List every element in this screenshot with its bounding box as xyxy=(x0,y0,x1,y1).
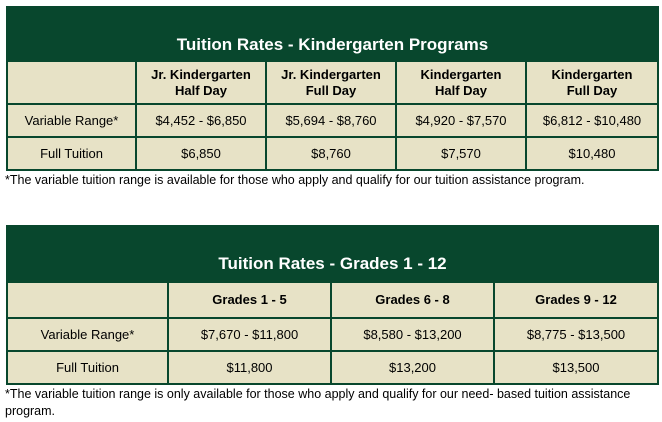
rate-cell: $13,200 xyxy=(332,352,495,385)
row-label: Variable Range* xyxy=(6,319,169,352)
column-header-k-half-day xyxy=(397,60,527,105)
table-header-row xyxy=(6,60,659,105)
table-row xyxy=(6,352,659,385)
column-header-jr-k-half-day xyxy=(137,60,267,105)
column-header-line: Half Day xyxy=(434,82,488,98)
table-header-row xyxy=(6,281,659,319)
rate-cell: $6,812 - $10,480 xyxy=(527,105,659,138)
kindergarten-table-title: Tuition Rates - Kindergarten Programs xyxy=(6,6,659,60)
column-header-grades-1-5: Grades 1 - 5 xyxy=(169,281,332,319)
grades-tuition-section xyxy=(6,225,659,420)
rate-cell: $6,850 xyxy=(137,138,267,171)
empty-corner-cell xyxy=(6,60,137,105)
column-header-k-full-day xyxy=(527,60,659,105)
table-row xyxy=(6,138,659,171)
kindergarten-footnote: *The variable tuition range is available for those who apply and qualify for our tuition assistance program. xyxy=(5,173,585,187)
rate-cell: $11,800 xyxy=(169,352,332,385)
grades-tuition-table xyxy=(6,281,659,385)
rate-cell: $5,694 - $8,760 xyxy=(267,105,397,138)
column-header-line: Kindergarten xyxy=(551,66,633,82)
kindergarten-tuition-section xyxy=(6,6,659,189)
column-header-grades-9-12: Grades 9 - 12 xyxy=(495,281,659,319)
column-header-line: Jr. Kindergarten xyxy=(151,66,251,82)
grades-table-title: Tuition Rates - Grades 1 - 12 xyxy=(6,225,659,281)
row-label: Variable Range* xyxy=(6,105,137,138)
row-label: Full Tuition xyxy=(6,138,137,171)
grades-footnote: *The variable tuition range is only available for those who apply and qualify for our need- based tuition assistance program. xyxy=(5,387,631,418)
column-header-line: Half Day xyxy=(174,82,228,98)
rate-cell: $8,760 xyxy=(267,138,397,171)
column-header-line: Kindergarten xyxy=(420,66,502,82)
rate-cell: $8,775 - $13,500 xyxy=(495,319,659,352)
column-header-grades-6-8: Grades 6 - 8 xyxy=(332,281,495,319)
column-header-line: Jr. Kindergarten xyxy=(281,66,381,82)
column-header-line: Full Day xyxy=(305,82,357,98)
table-row xyxy=(6,105,659,138)
column-header-line: Full Day xyxy=(566,82,618,98)
rate-cell: $7,670 - $11,800 xyxy=(169,319,332,352)
row-label: Full Tuition xyxy=(6,352,169,385)
rate-cell: $10,480 xyxy=(527,138,659,171)
rate-cell: $4,920 - $7,570 xyxy=(397,105,527,138)
kindergarten-tuition-table xyxy=(6,60,659,171)
rate-cell: $4,452 - $6,850 xyxy=(137,105,267,138)
rate-cell: $8,580 - $13,200 xyxy=(332,319,495,352)
table-row xyxy=(6,319,659,352)
rate-cell: $13,500 xyxy=(495,352,659,385)
column-header-jr-k-full-day xyxy=(267,60,397,105)
empty-corner-cell xyxy=(6,281,169,319)
rate-cell: $7,570 xyxy=(397,138,527,171)
